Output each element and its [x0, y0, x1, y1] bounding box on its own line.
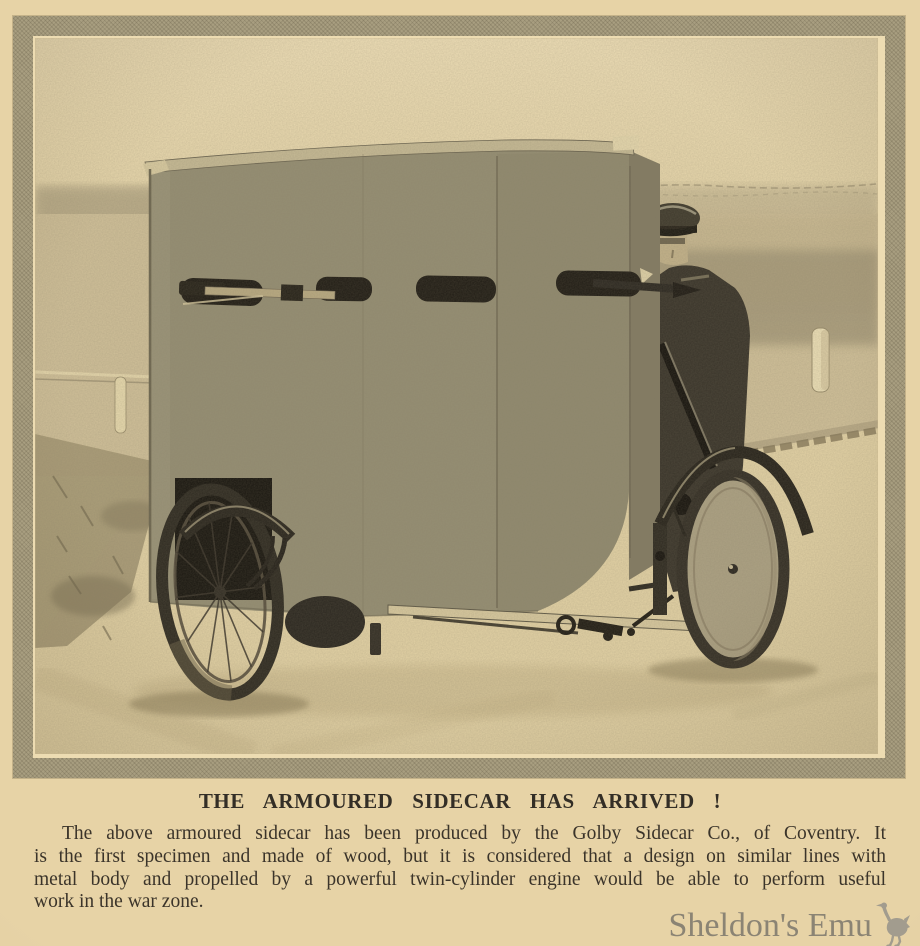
caption-heading: THE ARMOURED SIDECAR HAS ARRIVED !	[198, 789, 722, 813]
caption-line: is the first specimen and made of wood, but it is considered that a design on similar lines with	[34, 845, 886, 867]
emu-icon	[874, 900, 910, 946]
watermark-text: Sheldon's Emu	[668, 907, 872, 944]
caption-line: work in the war zone.	[34, 891, 204, 913]
armoured-sidecar-photo	[33, 36, 885, 758]
photo-margin	[33, 36, 885, 758]
photo-caption	[34, 784, 886, 914]
caption-line: The above armoured sidecar has been produced by the Golby Sidecar Co., of Coventry. It	[62, 823, 886, 844]
watermark	[668, 900, 910, 946]
caption-line: metal body and propelled by a powerful twin-cylinder engine would be able to perform useful	[34, 868, 886, 890]
photo-frame	[13, 16, 905, 778]
